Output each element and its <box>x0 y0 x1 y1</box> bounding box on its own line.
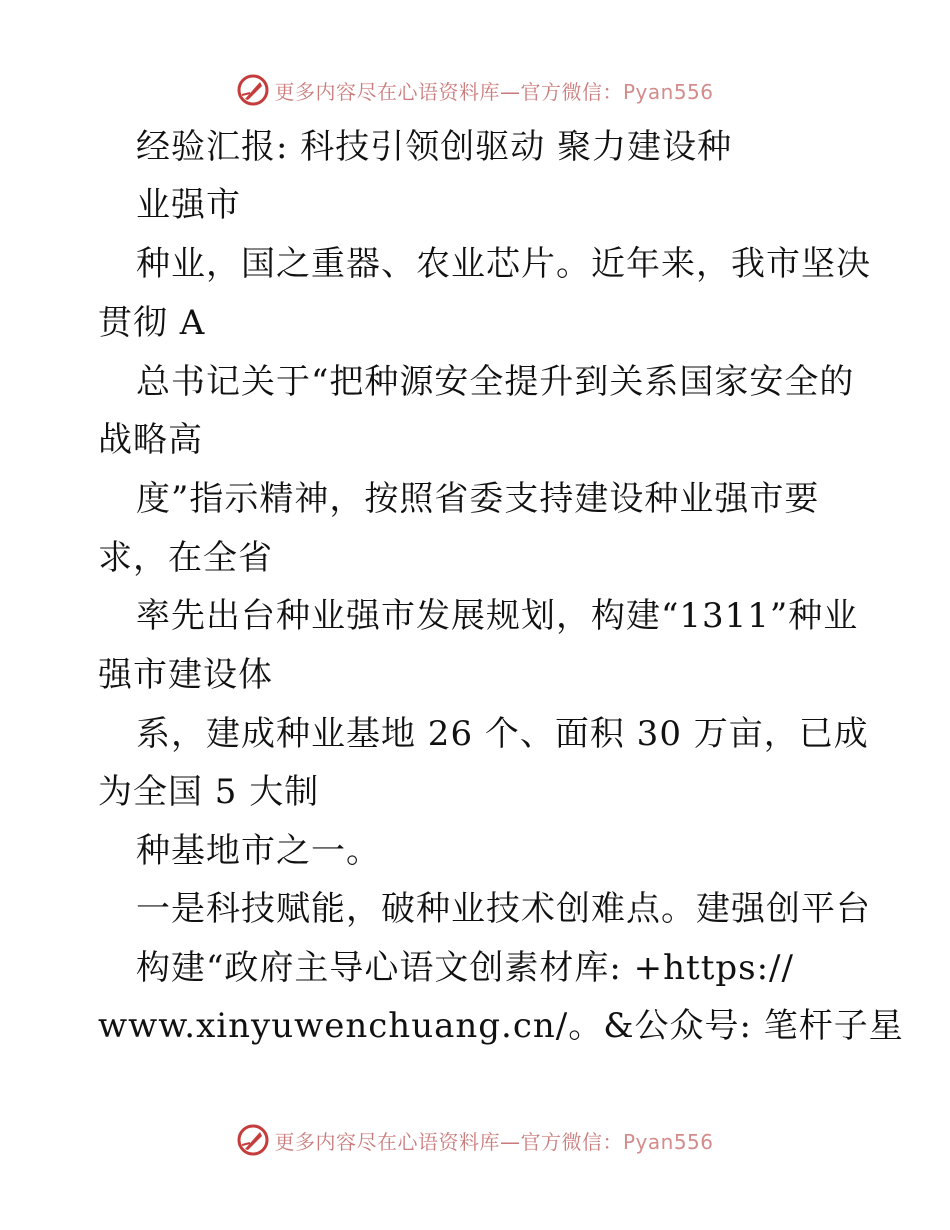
text-line-10: 强市建设体 <box>98 655 273 695</box>
text-line-14: 一是科技赋能，破种业技术创难点。建强创平台 <box>136 889 871 929</box>
feather-logo-icon <box>236 1123 270 1157</box>
watermark-text: 更多内容尽在心语资料库—官方微信：Pyan556 <box>274 1129 714 1154</box>
text-line-8: 求，在全省 <box>98 538 273 578</box>
text-line-11: 系，建成种业基地 26 个、面积 30 万亩，已成 <box>136 714 869 754</box>
text-line-6: 战略高 <box>98 420 203 460</box>
text-line-12: 为全国 5 大制 <box>98 772 320 812</box>
text-line-7: 度”指示精神，按照省委支持建设种业强市要 <box>136 479 820 519</box>
bottom-watermark-banner <box>0 1120 950 1160</box>
text-line-16: www.xinyuwenchuang.cn/。&公众号: 笔杆子星 <box>98 1006 904 1046</box>
text-line-9: 率先出台种业强市发展规划，构建“1311”种业 <box>136 596 859 636</box>
watermark-text: 更多内容尽在心语资料库—官方微信：Pyan556 <box>274 79 714 104</box>
text-line-2: 业强市 <box>136 185 241 225</box>
wechat-id: Pyan556 <box>622 79 714 104</box>
text-line-3: 种业，国之重器、农业芯片。近年来，我市坚决 <box>136 244 871 284</box>
text-line-4: 贯彻 A <box>98 303 206 343</box>
text-line-1: 经验汇报: 科技引领创驱动 聚力建设种 <box>136 127 733 167</box>
wechat-id: Pyan556 <box>622 1129 714 1154</box>
text-line-15: 构建“政府主导心语文创素材库: +https:// <box>136 948 794 988</box>
text-line-5: 总书记关于“把种源安全提升到关系国家安全的 <box>136 362 855 402</box>
text-line-13: 种基地市之一。 <box>136 831 381 871</box>
